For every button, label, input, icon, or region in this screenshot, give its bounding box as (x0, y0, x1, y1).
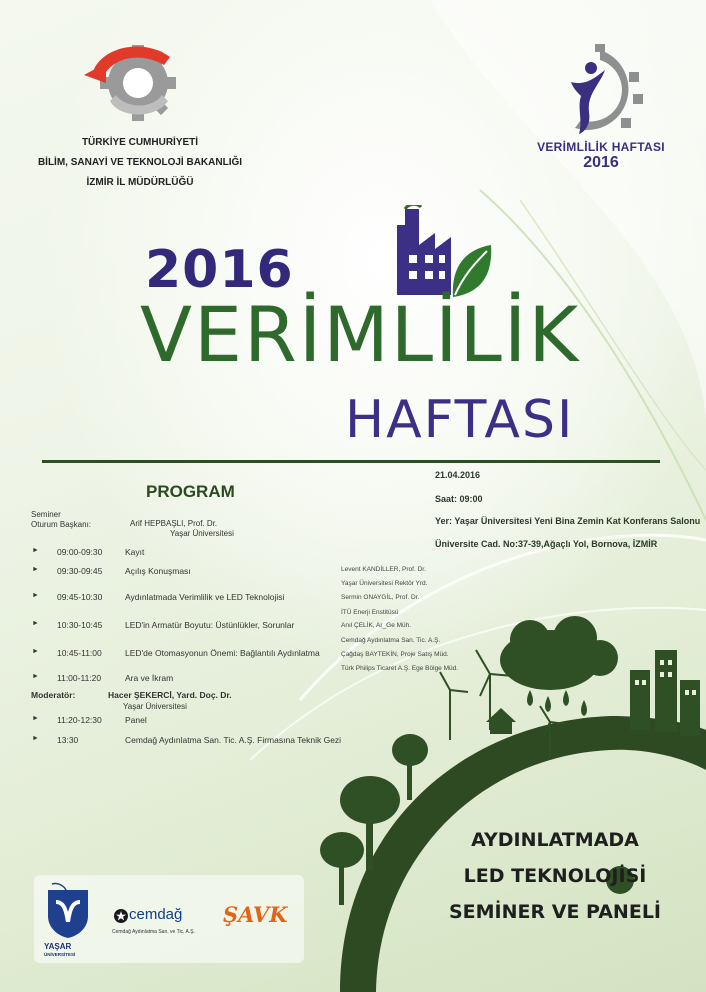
schedule-title: Cemdağ Aydınlatma San. Tic. A.Ş. Firmasına Teknik Gezi (125, 735, 342, 745)
event-logo-text (536, 140, 666, 172)
speaker-line: Sermin ONAYGİL, Prof. Dr. (341, 594, 420, 601)
speaker-line: Anıl ÇELİK, Ar_Ge Müh. (341, 622, 412, 629)
cemdag-logo-text: cemdağ (129, 906, 183, 923)
ministry-line1: TÜRKİYE CUMHURİYETİ (81, 137, 199, 148)
factory-leaf-icon (395, 205, 495, 300)
bullet-icon: ► (32, 620, 39, 627)
yasar-name: YAŞAR (44, 942, 72, 951)
speaker-line: Çağdaş BAYTEKİN, Proje Satış Müd. (341, 651, 449, 658)
schedule-title: Aydınlatmada Verimlilik ve LED Teknolojisi (125, 592, 285, 602)
moderator-label: Moderatör: (31, 690, 76, 700)
schedule-time: 09:30-09:45 (57, 566, 103, 576)
ministry-name (30, 133, 250, 193)
speaker-line: Levent KANDİLLER, Prof. Dr. (341, 566, 426, 573)
schedule-title: LED'in Armatür Boyutu: Üstünlükler, Sorunlar (125, 620, 295, 630)
schedule-time: 10:45-11:00 (57, 648, 102, 658)
ministry-gear-logo (76, 35, 186, 127)
yasar-university-logo (44, 882, 92, 940)
schedule-title: LED'de Otomasyonun Önemi: Bağlantılı Aydınlatma (125, 648, 320, 658)
divider (42, 460, 660, 463)
schedule-title: Ara ve İkram (125, 673, 174, 683)
eco-planet-illustration (300, 610, 706, 992)
event-logo-name: VERİMLİLİK HAFTASI (537, 140, 665, 154)
chair-label (31, 510, 91, 530)
info-place: Yer: Yaşar Üniversitesi Yeni Bina Zemin Kat Konferans Salonu (435, 516, 701, 526)
schedule-time: 11:00-11:20 (57, 673, 102, 683)
event-logo-year: 2016 (583, 154, 619, 171)
schedule-title: Panel (125, 715, 147, 725)
seminar-title-line1: AYDINLATMADA (471, 829, 639, 851)
seminar-title (440, 822, 670, 930)
speaker-line: Cemdağ Aydınlatma San. Tic. A.Ş. (341, 637, 441, 644)
seminar-title-line2: LED TEKNOLOJİSİ (463, 865, 647, 887)
speaker-line: Türk Philips Ticaret A.Ş. Ege Bölge Müd. (341, 665, 459, 672)
ministry-line3: İZMİR İL MÜDÜRLÜĞÜ (86, 177, 194, 188)
program-heading: PROGRAM (146, 482, 235, 501)
bullet-icon: ► (32, 566, 39, 573)
schedule-time: 10:30-10:45 (57, 620, 103, 630)
bullet-icon: ► (32, 592, 39, 599)
moderator-org: Yaşar Üniversitesi (123, 702, 187, 711)
schedule-time: 09:45-10:30 (57, 592, 103, 602)
ministry-line2: BİLİM, SANAYİ VE TEKNOLOJİ BAKANLIĞI (37, 157, 243, 168)
speaker-line: Yaşar Üniversitesi Rektör Yrd. (341, 580, 428, 587)
title-year: 2016 (145, 240, 294, 300)
title-main: VERİMLİLİK (140, 290, 581, 379)
schedule-time: 09:00-09:30 (57, 547, 103, 557)
info-time: Saat: 09:00 (435, 494, 483, 504)
cemdag-star-icon (113, 908, 129, 924)
schedule-title: Kayıt (125, 547, 145, 557)
event-gear-logo (555, 42, 645, 138)
bullet-icon: ► (32, 673, 39, 680)
schedule-time: 13:30 (57, 735, 79, 745)
moderator-name: Hacer ŞEKERCİ, Yard. Doç. Dr. (108, 690, 232, 700)
savk-logo-text: ŞAVK (223, 902, 288, 927)
schedule-time: 11:20-12:30 (57, 715, 102, 725)
schedule-title: Açılış Konuşması (125, 566, 191, 576)
bullet-icon: ► (32, 648, 39, 655)
info-date: 21.04.2016 (435, 470, 481, 480)
yasar-sub: ÜNİVERSİTESİ (44, 952, 76, 957)
chair-name: Arif HEPBAŞLI, Prof. Dr. (130, 519, 218, 528)
info-address: Üniversite Cad. No:37-39,Ağaçlı Yol, Bornova, İZMİR (435, 539, 658, 549)
chair-label-2: Oturum Başkanı: (31, 520, 92, 529)
bullet-icon: ► (32, 735, 39, 742)
title-sub: HAFTASI (345, 390, 575, 450)
cemdag-sub: Cemdağ Aydınlatma San. ve Tic. A.Ş. (112, 929, 196, 935)
bullet-icon: ► (32, 715, 39, 722)
bullet-icon: ► (32, 547, 39, 554)
speaker-line: İTÜ Enerji Enstitüsü (341, 609, 399, 616)
chair-org: Yaşar Üniversitesi (170, 529, 234, 538)
seminar-title-line3: SEMİNER VE PANELİ (448, 901, 661, 923)
chair-label-1: Seminer (31, 510, 61, 519)
